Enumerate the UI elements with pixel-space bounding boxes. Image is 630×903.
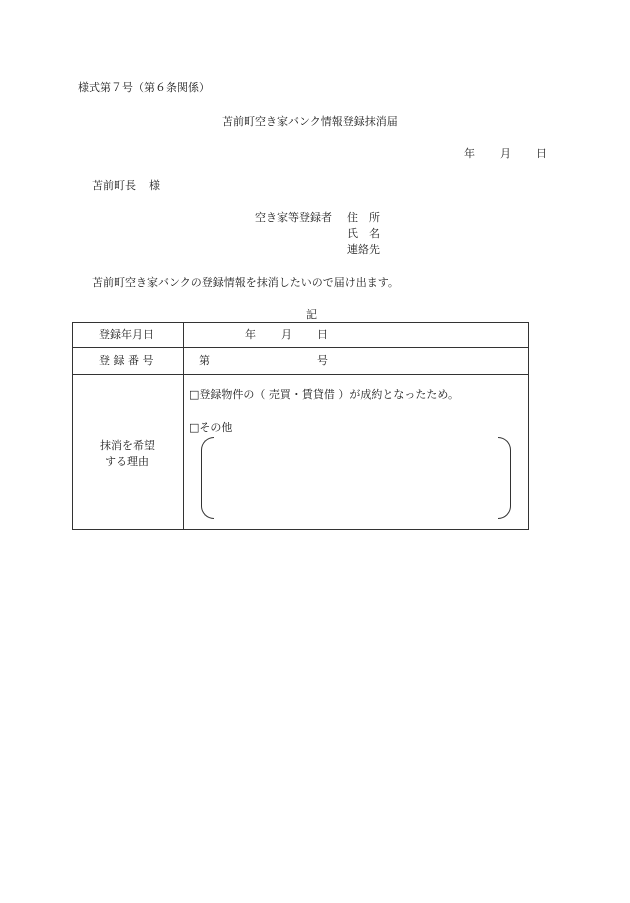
registration-number-label: 登 録 番 号 — [99, 354, 154, 367]
ki-heading: 記 — [306, 308, 317, 321]
reason-label-line2: する理由 — [105, 455, 149, 468]
registration-number-prefix: 第 — [199, 354, 210, 367]
table-row-divider — [73, 374, 528, 375]
addressee-name: 苫前町長 — [92, 179, 136, 192]
deregistration-table — [72, 322, 529, 530]
date-year-label: 年 — [464, 147, 475, 160]
registration-date-month: 月 — [281, 328, 292, 341]
left-bracket — [201, 437, 214, 519]
form-number: 様式第７号（第６条関係） — [78, 81, 210, 94]
registrant-label: 空き家等登録者 — [255, 211, 332, 224]
reason-label-line1: 抹消を希望 — [100, 439, 155, 452]
registrant-contact-label: 連絡先 — [347, 243, 380, 256]
registration-date-year: 年 — [245, 328, 256, 341]
registration-date-day: 日 — [317, 328, 328, 341]
registrant-address-label: 住 所 — [347, 211, 380, 224]
date-day-label: 日 — [536, 147, 547, 160]
reason-option-contract[interactable]: □登録物件の（ 売買・賃貸借 ）が成約となったため。 — [189, 388, 459, 401]
addressee-honorific: 様 — [149, 179, 160, 192]
document-title: 苫前町空き家バンク情報登録抹消届 — [222, 115, 398, 128]
registration-number-suffix: 号 — [317, 354, 328, 367]
date-month-label: 月 — [500, 147, 511, 160]
registrant-name-label: 氏 名 — [347, 227, 380, 240]
body-statement: 苫前町空き家バンクの登録情報を抹消したいので届け出ます。 — [92, 276, 399, 289]
reason-option-other[interactable]: □その他 — [189, 421, 233, 434]
right-bracket — [498, 437, 511, 519]
table-row-divider — [73, 347, 528, 348]
other-reason-area[interactable] — [201, 437, 511, 519]
registration-date-label: 登録年月日 — [99, 328, 154, 341]
table-column-divider — [183, 323, 184, 529]
